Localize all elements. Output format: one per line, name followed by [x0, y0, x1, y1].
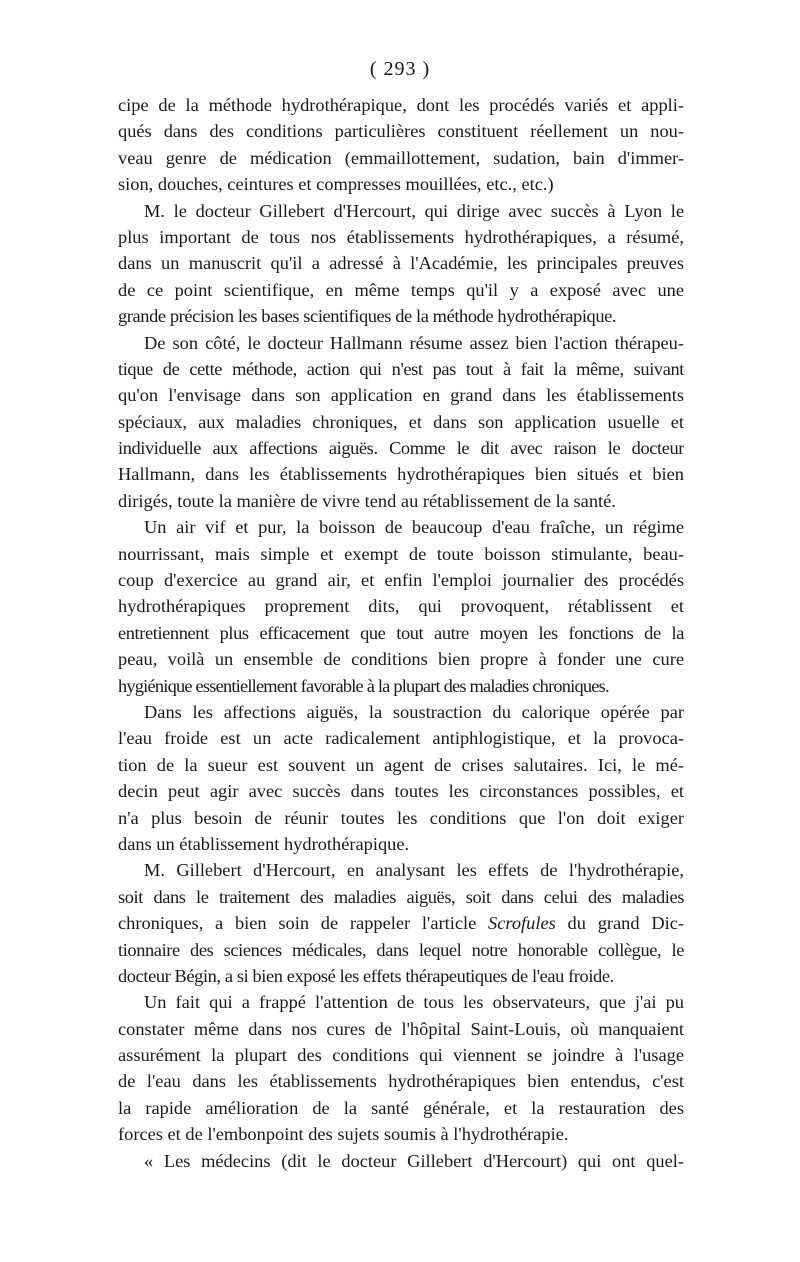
- text-line: spéciaux, aux maladies chroniques, et dans son application usuelle et: [118, 411, 684, 432]
- text-line: de ce point scientifique, en même temps qu'il y a exposé avec une: [118, 279, 684, 300]
- page-number: ( 293 ): [369, 58, 431, 80]
- text-line: Hallmann, dans les établissements hydrothérapiques bien situés et bien: [118, 464, 684, 485]
- text-line: Dans les affections aiguës, la soustraction du calorique opérée par: [144, 701, 684, 722]
- text-line: tique de cette méthode, action qui n'est pas tout à fait la même, suivant: [118, 358, 684, 379]
- text-line: dans un établissement hydrothérapique.: [118, 833, 410, 854]
- text-line: M. Gillebert d'Hercourt, en analysant les effets de l'hydrothérapie,: [144, 860, 684, 881]
- italic-term: Scrofules: [488, 913, 556, 934]
- text-line: constater même dans nos cures de l'hôpital Saint-Louis, où manquaient: [118, 1018, 684, 1039]
- text-line: assurément la plupart des conditions qui viennent se joindre à l'usage: [118, 1045, 684, 1066]
- text-line: la rapide amélioration de la santé générale, et la restauration des: [118, 1097, 684, 1118]
- text-line: soit dans le traitement des maladies aiguës, soit dans celui des maladies: [118, 886, 684, 907]
- text-line: forces et de l'embonpoint des sujets soumis à l'hydrothérapie.: [118, 1124, 569, 1145]
- text-line: Un air vif et pur, la boisson de beaucoup d'eau fraîche, un régime: [144, 517, 684, 538]
- text-line: n'a plus besoin de réunir toutes les conditions que l'on doit exiger: [118, 807, 684, 828]
- text-line: dirigés, toute la manière de vivre tend au rétablissement de la santé.: [118, 490, 616, 511]
- text-line: cipe de la méthode hydrothérapique, dont les procédés variés et appli-: [118, 95, 684, 115]
- text-line: sion, douches, ceintures et compresses mouillées, etc., etc.): [118, 174, 554, 195]
- text-line: Un fait qui a frappé l'attention de tous les observateurs, que j'ai pu: [144, 992, 684, 1013]
- text-line: individuelle aux affections aiguës. Comme le dit avec raison le docteur: [118, 438, 684, 459]
- text-line: M. le docteur Gillebert d'Hercourt, qui dirige avec succès à Lyon le: [144, 200, 684, 221]
- text-line: qués dans des conditions particulières constituent réellement un nou-: [118, 121, 684, 142]
- text-line: tion de la sueur est souvent un agent de crises salutaires. Ici, le mé-: [118, 754, 684, 775]
- text-line: de l'eau dans les établissements hydrothérapiques bien entendus, c'est: [118, 1071, 684, 1092]
- text-line: dans un manuscrit qu'il a adressé à l'Académie, les principales preuves: [118, 253, 684, 274]
- body-text: [118, 92, 684, 1174]
- text-line: l'eau froide est un acte radicalement antiphlogistique, et la provoca-: [118, 728, 684, 749]
- text-line: De son côté, le docteur Hallmann résume assez bien l'action thérapeu-: [144, 332, 684, 353]
- text-line: grande précision les bases scientifiques de la méthode hydrothérapique.: [118, 306, 617, 327]
- text-line: plus important de tous nos établissements hydrothérapiques, a résumé,: [118, 226, 684, 247]
- text-line: hygiénique essentiellement favorable à la plupart des maladies chroniques.: [118, 675, 609, 696]
- text-line: decin peut agir avec succès dans toutes les circonstances possibles, et: [118, 781, 684, 802]
- text-line: entretiennent plus efficacement que tout autre moyen les fonctions de la: [118, 622, 684, 643]
- text-line: hydrothérapiques proprement dits, qui provoquent, rétablissent et: [118, 596, 684, 617]
- text-line: peau, voilà un ensemble de conditions bien propre à fonder une cure: [118, 649, 684, 670]
- text-line: « Les médecins (dit le docteur Gillebert d'Hercourt) qui ont quel-: [144, 1150, 684, 1171]
- text-line-italic: chroniques, a bien soin de rappeler l'article Scrofules du grand Dic-: [118, 913, 684, 934]
- text-line: nourrissant, mais simple et exempt de toute boisson stimulante, beau-: [118, 543, 684, 564]
- text-line: docteur Bégin, a si bien exposé les effets thérapeutiques de l'eau froide.: [118, 965, 614, 986]
- text-line: tionnaire des sciences médicales, dans lequel notre honorable collègue, le: [118, 939, 684, 960]
- text-line: veau genre de médication (emmaillottement, sudation, bain d'immer-: [118, 147, 684, 168]
- text-line: qu'on l'envisage dans son application en grand dans les établissements: [118, 385, 684, 406]
- text-line: coup d'exercice au grand air, et enfin l'emploi journalier des procédés: [118, 570, 684, 591]
